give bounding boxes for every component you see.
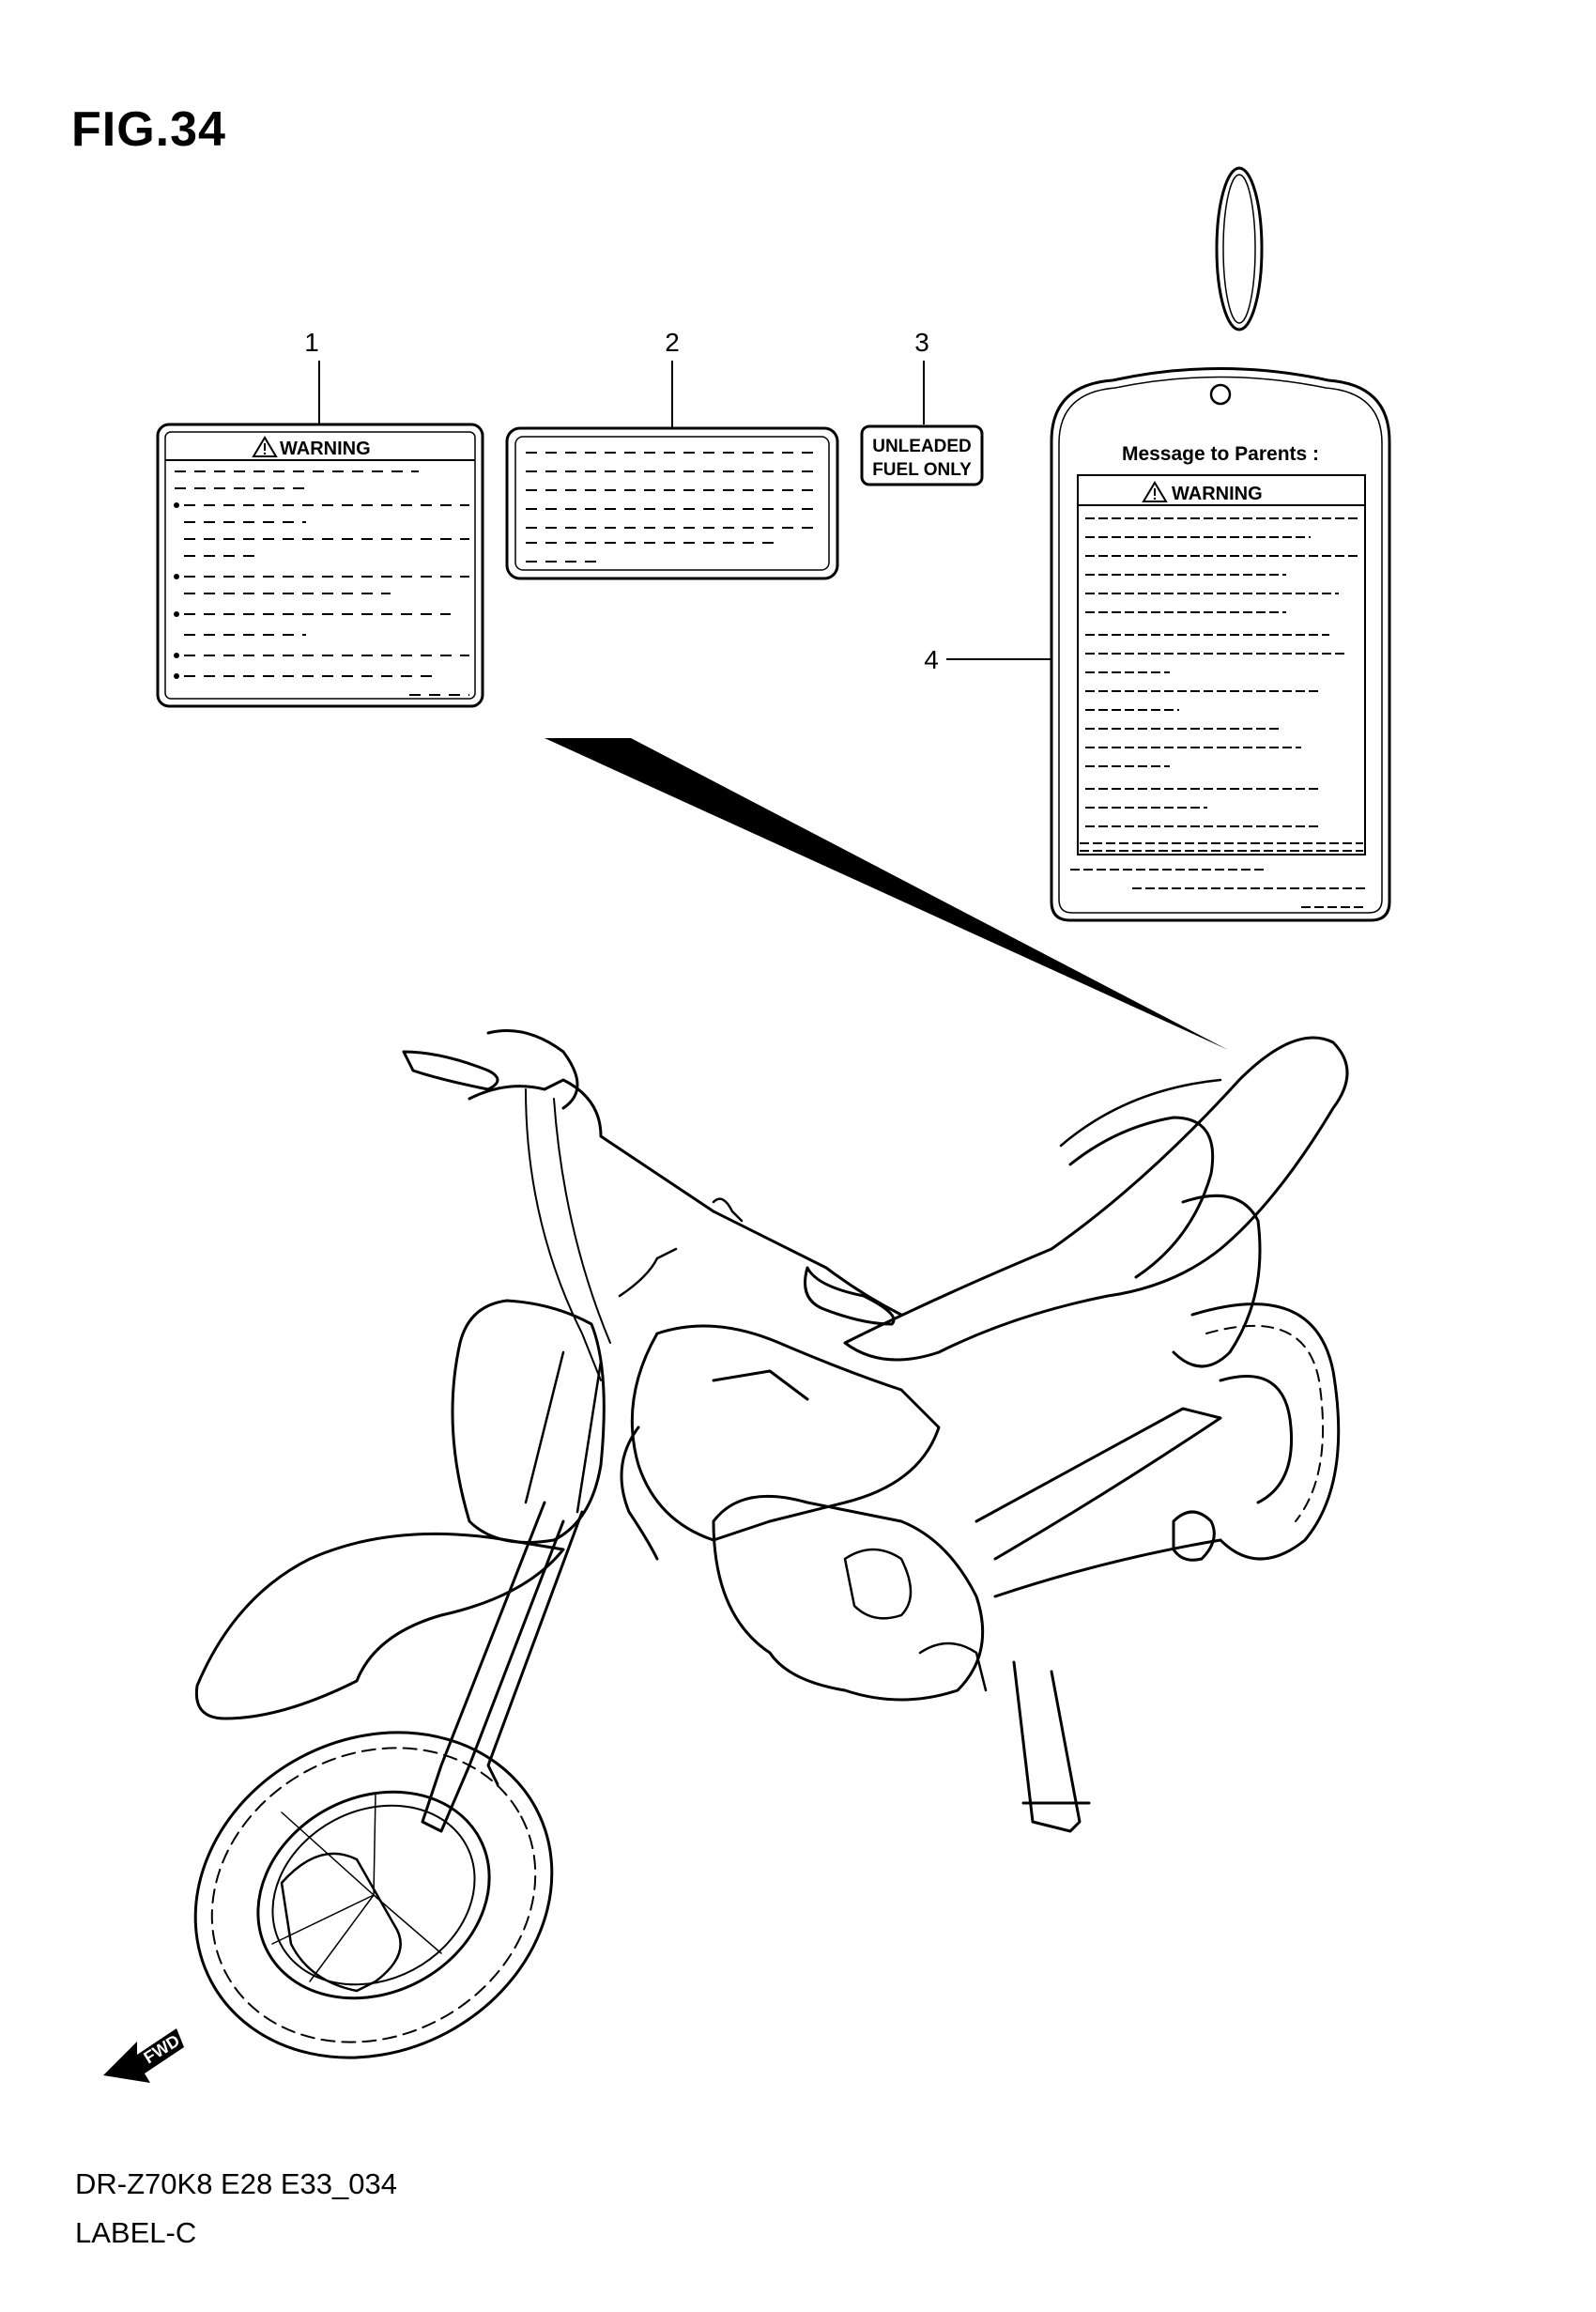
engine	[622, 1427, 983, 1700]
front-fender	[196, 1534, 563, 1719]
callout-number-1: 1	[304, 328, 319, 357]
warning-triangle-icon	[253, 438, 276, 456]
tag-heading: Message to Parents :	[1121, 443, 1320, 465]
fuel-tank	[632, 1326, 939, 1540]
side-cover	[1174, 1195, 1260, 1366]
callout-2	[665, 328, 680, 428]
swingarm	[976, 1409, 1220, 1596]
callout-number-4: 4	[924, 645, 939, 674]
callout-3	[914, 328, 929, 424]
callout-1	[304, 328, 319, 424]
tag-warning-heading: WARNING	[1172, 484, 1263, 504]
info-label-part-2	[507, 428, 837, 578]
forward-arrow-icon	[103, 2028, 184, 2083]
seat	[845, 1038, 1347, 1360]
fuel-label-line2: FUEL ONLY	[872, 460, 972, 480]
diagram-name: LABEL-C	[75, 2216, 197, 2249]
dirt-bike-illustration	[138, 1031, 1347, 2119]
fuel-label-line1: UNLEADED	[872, 437, 972, 456]
parents-tag-part-4	[1051, 168, 1389, 920]
fwd-text: FWD	[140, 2030, 183, 2068]
kickstand	[1014, 1662, 1089, 1831]
callout-4	[924, 645, 1051, 674]
front-wheel	[138, 1671, 609, 2119]
fuel-label-part-3	[862, 426, 982, 485]
diagram-code: DR-Z70K8 E28 E33_034	[75, 2167, 397, 2200]
callout-number-2: 2	[665, 328, 680, 357]
figure-title: FIG.34	[71, 102, 226, 157]
warning-triangle-icon	[1143, 483, 1166, 501]
number-plate	[453, 1301, 604, 1543]
warning-heading: WARNING	[280, 439, 371, 459]
rear-wheel	[1192, 1304, 1339, 1559]
warning-label-part-1	[158, 424, 483, 706]
handlebar	[404, 1031, 901, 1381]
label-location-pointer	[545, 738, 1228, 1050]
callout-number-3: 3	[914, 328, 929, 357]
